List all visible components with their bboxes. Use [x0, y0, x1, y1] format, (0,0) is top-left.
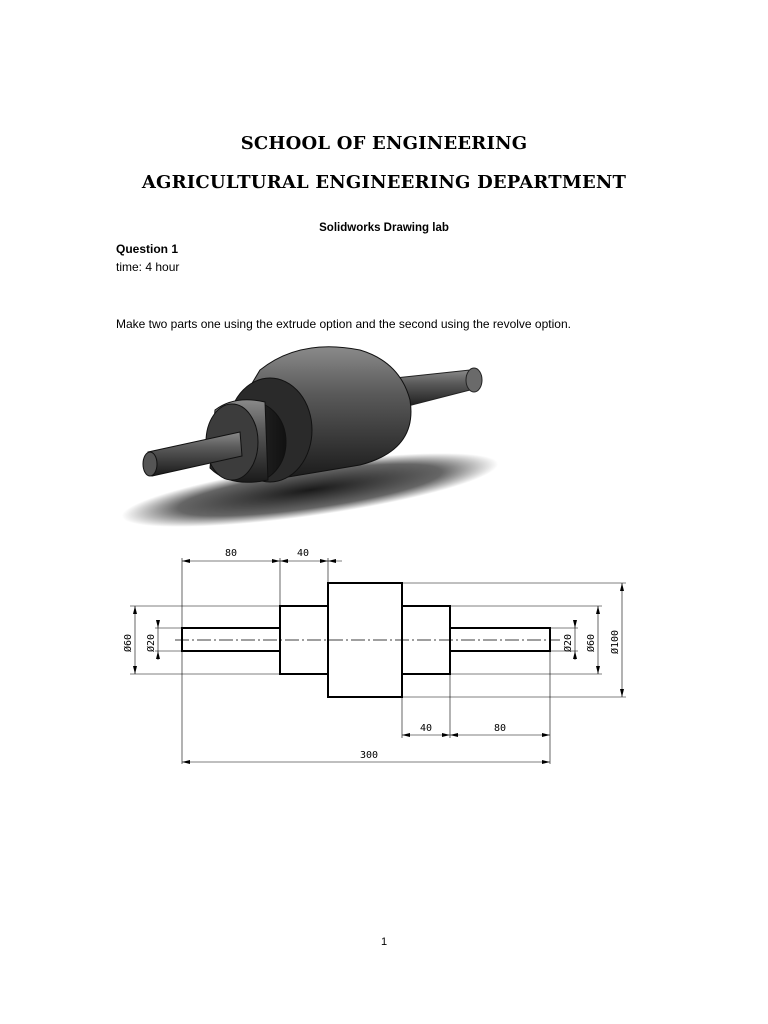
- dim-right-dia60: Ø60: [586, 633, 597, 652]
- question-time: time: 4 hour: [116, 260, 180, 274]
- school-title: SCHOOL OF ENGINEERING: [240, 133, 528, 154]
- lab-subtitle: Solidworks Drawing lab: [319, 222, 449, 234]
- dim-bottom-40: 40: [420, 723, 433, 734]
- dim-left-dia20: Ø20: [146, 633, 157, 652]
- question-label: Question 1: [116, 242, 179, 256]
- dim-top-40: 40: [297, 548, 310, 559]
- dim-bottom-80: 80: [494, 723, 507, 734]
- dim-right-dia20: Ø20: [563, 633, 574, 652]
- dim-left-dia60: Ø60: [123, 633, 134, 652]
- dim-right-dia100: Ø100: [610, 629, 621, 654]
- dim-top-80: 80: [225, 548, 238, 559]
- dim-overall-300: 300: [360, 750, 379, 761]
- shaft-3d-render: [0, 340, 768, 540]
- technical-drawing: [0, 540, 768, 780]
- question-instruction: Make two parts one using the extrude option and the second using the revolve option.: [116, 317, 571, 331]
- department-title: AGRICULTURAL ENGINEERING DEPARTMENT: [141, 172, 627, 193]
- page-number: 1: [380, 936, 388, 948]
